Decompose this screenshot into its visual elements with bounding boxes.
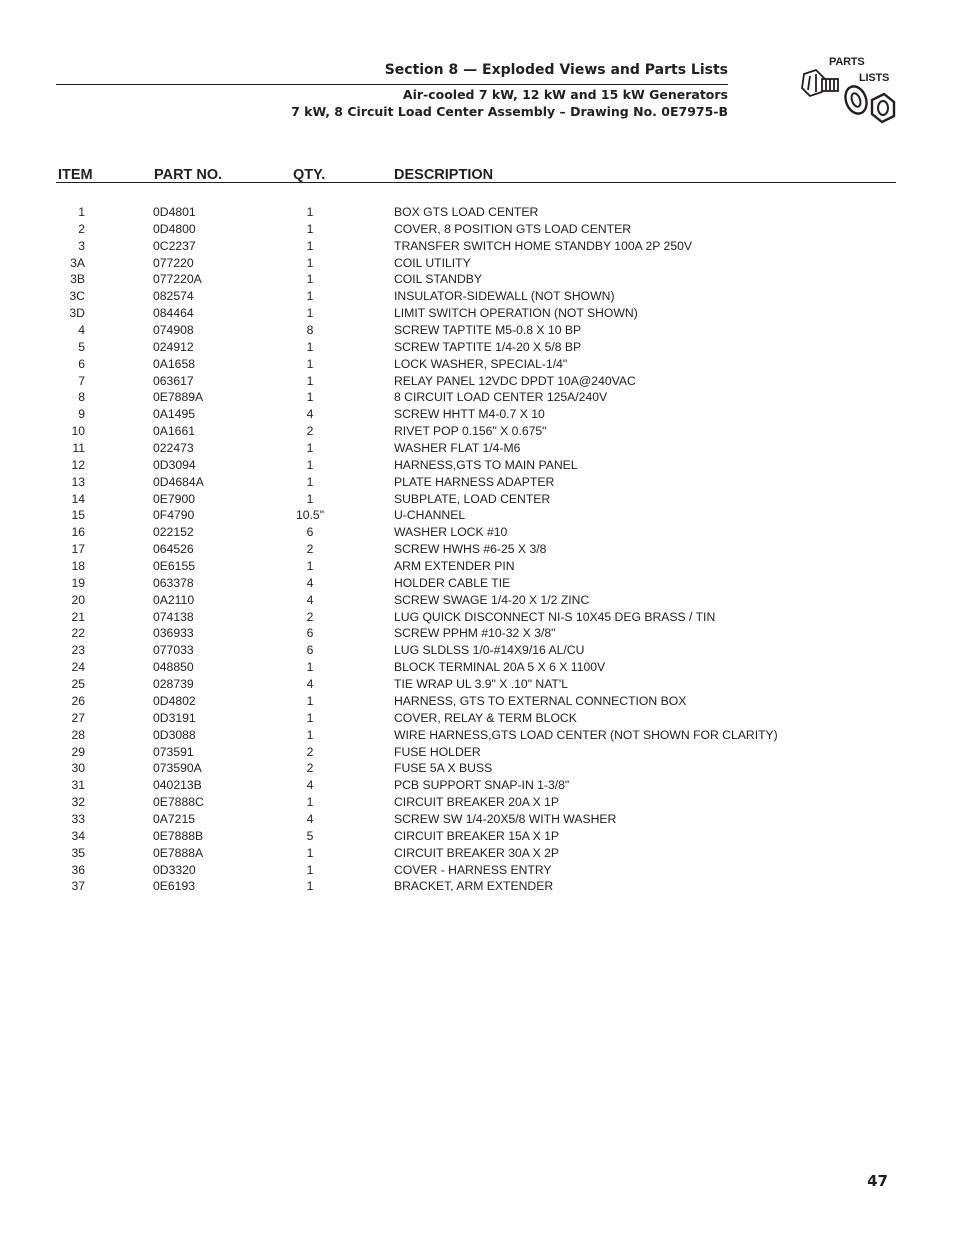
description: COVER, 8 POSITION GTS LOAD CENTER (394, 221, 632, 236)
quantity: 2 (306, 761, 314, 776)
quantity: 4 (306, 575, 314, 590)
item-number: 31 (71, 778, 85, 793)
item-number: 23 (71, 643, 85, 658)
quantity: 2 (306, 744, 314, 759)
item-number: 1 (78, 205, 85, 219)
description: SCREW TAPTITE 1/4-20 X 5/8 BP (394, 339, 582, 354)
description: SCREW HHTT M4-0.7 X 10 (394, 407, 545, 422)
table-row (0, 238, 954, 255)
description: ARM EXTENDER PIN (394, 559, 515, 574)
table-row (0, 878, 954, 895)
item-number: 36 (71, 862, 85, 877)
part-number: 084464 (153, 306, 194, 321)
part-number: 064526 (153, 542, 194, 557)
item-number: 4 (78, 323, 85, 338)
quantity: 1 (306, 559, 314, 574)
description: TIE WRAP UL 3.9" X .10" NAT'L (394, 677, 568, 692)
quantity: 6 (306, 643, 314, 658)
section-title: Section 8 — Exploded Views and Parts Lists (384, 62, 728, 78)
item-number: 27 (71, 710, 85, 725)
quantity: 1 (306, 221, 314, 236)
part-number: 0E7888C (153, 795, 204, 810)
quantity: 4 (306, 811, 314, 826)
column-header-item: ITEM (58, 167, 93, 183)
description: INSULATOR-SIDEWALL (NOT SHOWN) (394, 289, 615, 304)
item-number: 29 (71, 744, 85, 759)
item-number: 17 (71, 542, 85, 557)
item-number: 22 (71, 626, 85, 641)
table-row (0, 339, 954, 356)
table-header-rule (56, 182, 896, 183)
table-row (0, 727, 954, 744)
part-number: 024912 (153, 339, 194, 354)
part-number: 022152 (153, 525, 194, 540)
description: WASHER FLAT 1/4-M6 (394, 441, 521, 456)
table-row (0, 305, 954, 322)
logo-lists-label: LISTS (859, 72, 890, 84)
item-number: 3C (69, 289, 85, 304)
table-row (0, 828, 954, 845)
logo-parts-label: PARTS (829, 56, 865, 68)
part-number: 077220 (153, 255, 194, 270)
column-header-description: DESCRIPTION (394, 167, 494, 183)
table-row (0, 204, 954, 221)
item-number: 28 (71, 727, 85, 742)
description: COIL UTILITY (394, 255, 471, 270)
table-row (0, 507, 954, 524)
item-number: 35 (71, 845, 85, 860)
quantity: 6 (306, 626, 314, 641)
description: WASHER LOCK #10 (394, 525, 508, 540)
quantity: 4 (306, 677, 314, 692)
table-row (0, 491, 954, 508)
part-number: 040213B (153, 778, 202, 793)
description: SCREW HWHS #6-25 X 3/8 (394, 542, 547, 557)
part-number: 0E6155 (153, 559, 196, 574)
part-number: 0D3094 (153, 457, 196, 472)
part-number: 022473 (153, 441, 194, 456)
item-number: 20 (71, 592, 85, 607)
item-number: 10 (71, 424, 85, 439)
description: PCB SUPPORT SNAP-IN 1-3/8" (394, 778, 570, 793)
description: 8 CIRCUIT LOAD CENTER 125A/240V (394, 390, 608, 405)
part-number: 0A1661 (153, 424, 196, 439)
part-number: 0D4684A (153, 474, 204, 489)
table-row (0, 322, 954, 339)
item-number: 24 (71, 660, 85, 675)
item-number: 13 (71, 474, 85, 489)
quantity: 1 (306, 289, 314, 304)
item-number: 11 (72, 441, 85, 456)
table-row (0, 693, 954, 710)
part-number: 0A1495 (153, 407, 196, 422)
part-number: 0D3088 (153, 727, 196, 742)
table-row (0, 558, 954, 575)
item-number: 5 (78, 339, 85, 354)
description: FUSE HOLDER (394, 744, 481, 759)
description: BLOCK TERMINAL 20A 5 X 6 X 1100V (394, 660, 606, 675)
quantity: 5 (306, 828, 314, 843)
quantity: 1 (306, 272, 314, 287)
description: LIMIT SWITCH OPERATION (NOT SHOWN) (394, 306, 638, 321)
description: U-CHANNEL (394, 508, 466, 523)
item-number: 19 (71, 575, 85, 590)
table-row (0, 575, 954, 592)
description: HOLDER CABLE TIE (394, 575, 511, 590)
table-row (0, 862, 954, 879)
quantity: 1 (306, 238, 314, 253)
description: SCREW SWAGE 1/4-20 X 1/2 ZINC (394, 592, 590, 607)
item-number: 15 (71, 508, 85, 523)
description: RIVET POP 0.156" X 0.675" (394, 424, 547, 439)
part-number: 0E6193 (153, 879, 196, 894)
quantity: 1 (306, 727, 314, 742)
table-row (0, 777, 954, 794)
item-number: 8 (78, 390, 85, 405)
item-number: 3A (70, 255, 85, 270)
quantity: 2 (306, 542, 314, 557)
quantity: 1 (306, 339, 314, 354)
quantity: 1 (306, 491, 314, 506)
quantity: 1 (306, 693, 314, 708)
item-number: 16 (71, 525, 85, 540)
quantity: 10.5" (295, 508, 325, 523)
table-row (0, 744, 954, 761)
item-number: 34 (71, 828, 85, 843)
table-row (0, 625, 954, 642)
table-row (0, 271, 954, 288)
table-row (0, 389, 954, 406)
table-row (0, 845, 954, 862)
table-row (0, 676, 954, 693)
item-number: 3 (78, 238, 85, 253)
quantity: 8 (306, 323, 314, 338)
part-number: 048850 (153, 660, 194, 675)
table-row (0, 609, 954, 626)
part-number: 0A2110 (153, 592, 195, 607)
description: RELAY PANEL 12VDC DPDT 10A@240VAC (394, 373, 636, 388)
table-row (0, 457, 954, 474)
quantity: 1 (306, 845, 314, 860)
part-number: 073590A (153, 761, 202, 776)
item-number: 6 (78, 356, 85, 371)
description: BOX GTS LOAD CENTER (394, 205, 539, 219)
description: CIRCUIT BREAKER 20A X 1P (394, 795, 560, 810)
description: FUSE 5A X BUSS (394, 761, 493, 776)
quantity: 1 (306, 710, 314, 725)
page-number: 47 (867, 1172, 888, 1190)
drawing-title: 7 kW, 8 Circuit Load Center Assembly – Drawing No. 0E7975-B (291, 104, 728, 119)
part-number: 077033 (153, 643, 194, 658)
part-number: 0E7900 (153, 491, 196, 506)
part-number: 063617 (153, 373, 194, 388)
quantity: 1 (306, 373, 314, 388)
quantity: 6 (306, 525, 314, 540)
table-row (0, 760, 954, 777)
column-header-qty: QTY. (293, 167, 326, 183)
table-row (0, 541, 954, 558)
table-row (0, 356, 954, 373)
quantity: 1 (306, 255, 314, 270)
description: COIL STANDBY (394, 272, 483, 287)
table-row (0, 710, 954, 727)
table-row (0, 659, 954, 676)
description: HARNESS,GTS TO MAIN PANEL (394, 457, 578, 472)
item-number: 32 (71, 795, 85, 810)
quantity: 2 (306, 609, 314, 624)
table-row (0, 221, 954, 238)
item-number: 7 (78, 373, 85, 388)
description: CIRCUIT BREAKER 30A X 2P (394, 845, 560, 860)
part-number: 0D3320 (153, 862, 196, 877)
item-number: 25 (71, 677, 85, 692)
part-number: 0E7888A (153, 845, 204, 860)
table-row (0, 373, 954, 390)
item-number: 9 (78, 407, 85, 422)
table-row (0, 794, 954, 811)
item-number: 12 (71, 457, 85, 472)
part-number: 0D3191 (153, 710, 196, 725)
quantity: 1 (306, 879, 314, 894)
part-number: 077220A (153, 272, 202, 287)
part-number: 073591 (153, 744, 194, 759)
description: BRACKET, ARM EXTENDER (394, 879, 554, 894)
quantity: 1 (306, 795, 314, 810)
quantity: 1 (306, 306, 314, 321)
item-number: 37 (71, 879, 85, 894)
quantity: 1 (306, 356, 314, 371)
item-number: 2 (78, 221, 85, 236)
item-number: 26 (71, 693, 85, 708)
table-row (0, 440, 954, 457)
description: SCREW PPHM #10-32 X 3/8" (394, 626, 556, 641)
description: HARNESS, GTS TO EXTERNAL CONNECTION BOX (394, 693, 687, 708)
part-number: 0D4800 (153, 221, 196, 236)
quantity: 4 (306, 778, 314, 793)
description: LUG QUICK DISCONNECT NI-S 10X45 DEG BRASS / TIN (394, 609, 716, 624)
part-number: 028739 (153, 677, 194, 692)
column-header-part-no: PART NO. (154, 167, 223, 183)
quantity: 1 (306, 474, 314, 489)
part-number: 0A1658 (153, 356, 196, 371)
table-row (0, 524, 954, 541)
table-row (0, 423, 954, 440)
description: SCREW SW 1/4-20X5/8 WITH WASHER (394, 811, 617, 826)
item-number: 3B (70, 272, 85, 287)
description: PLATE HARNESS ADAPTER (394, 474, 555, 489)
description: LOCK WASHER, SPECIAL-1/4" (394, 356, 568, 371)
table-row (0, 288, 954, 305)
parts-table (0, 204, 954, 895)
quantity: 1 (306, 205, 314, 219)
description: COVER - HARNESS ENTRY (394, 862, 552, 877)
table-row (0, 406, 954, 423)
quantity: 4 (306, 407, 314, 422)
table-row (0, 811, 954, 828)
description: SCREW TAPTITE M5-0.8 X 10 BP (394, 323, 582, 338)
part-number: 0E7888B (153, 828, 204, 843)
header-rule (56, 84, 728, 85)
part-number: 0D4801 (153, 205, 196, 219)
table-row (0, 255, 954, 272)
item-number: 18 (71, 559, 85, 574)
item-number: 14 (71, 491, 85, 506)
item-number: 30 (71, 761, 85, 776)
part-number: 036933 (153, 626, 194, 641)
description: LUG SLDLSS 1/0-#14X9/16 AL/CU (394, 643, 585, 658)
part-number: 063378 (153, 575, 194, 590)
part-number: 074908 (153, 323, 194, 338)
quantity: 1 (306, 660, 314, 675)
part-number: 074138 (153, 609, 194, 624)
part-number: 0F4790 (153, 508, 195, 523)
description: WIRE HARNESS,GTS LOAD CENTER (NOT SHOWN FOR CLARITY) (394, 727, 778, 742)
description: CIRCUIT BREAKER 15A X 1P (394, 828, 560, 843)
quantity: 2 (306, 424, 314, 439)
item-number: 33 (71, 811, 85, 826)
description: COVER, RELAY & TERM BLOCK (394, 710, 577, 725)
part-number: 0C2237 (153, 238, 196, 253)
part-number: 0D4802 (153, 693, 196, 708)
document-subtitle: Air-cooled 7 kW, 12 kW and 15 kW Generators (402, 87, 728, 102)
quantity: 1 (306, 441, 314, 456)
quantity: 1 (306, 390, 314, 405)
quantity: 1 (306, 862, 314, 877)
item-number: 21 (71, 609, 85, 624)
item-number: 3D (69, 306, 85, 321)
description: TRANSFER SWITCH HOME STANDBY 100A 2P 250V (394, 238, 693, 253)
quantity: 1 (306, 457, 314, 472)
part-number: 082574 (153, 289, 194, 304)
part-number: 0A7215 (153, 811, 196, 826)
table-row (0, 592, 954, 609)
part-number: 0E7889A (153, 390, 204, 405)
description: SUBPLATE, LOAD CENTER (394, 491, 551, 506)
table-row (0, 474, 954, 491)
table-row (0, 642, 954, 659)
quantity: 4 (306, 592, 314, 607)
